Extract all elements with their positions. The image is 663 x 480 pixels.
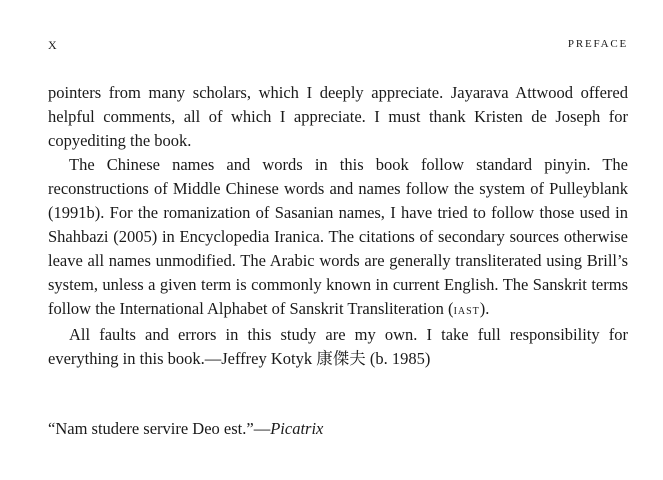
paragraph-text: pointers from many scholars, which I deeply appreciate. Jayarava Attwood offered helpful comments, all of which I appreciate. I must thank Kristen de Joseph for copyediting the book. [48,83,628,150]
paragraph-acknowledgements-continued [48,81,628,153]
paragraph-romanization [48,153,628,323]
page-number: X [48,38,59,52]
paragraph-text: All faults and errors in this study are my own. I take full responsibility for everything in this book.—Jeffrey Kotyk 康傑夫 (b. 1985) [48,325,628,368]
iast-abbreviation: iast [453,303,480,318]
paragraph-responsibility [48,323,628,371]
book-page [48,0,628,480]
epigraph-source: Picatrix [270,419,324,438]
epigraph [48,417,323,441]
paragraph-text-end: ). [479,299,490,318]
body-text [48,81,628,371]
epigraph-quote: “Nam studere servire Deo est.”— [48,419,271,438]
paragraph-text: The Chinese names and words in this book follow standard pinyin. The reconstructions of Middle Chinese words and names follow the system of Pulleyblank (1991b). For the romanization of Sasanian names, I have tried to follow those used in Shahbazi (2005) in Encyclopedia Iranica. The citations of secondary sources otherwise leave all names unmodified. The Arabic words are generally transliterated using Brill’s system, unless a given term is commonly known in current English. The Sanskrit terms follow the International Alphabet of Sanskrit Transliteration ( [48,155,628,318]
running-head [48,38,628,56]
section-title: PREFACE [567,38,628,50]
